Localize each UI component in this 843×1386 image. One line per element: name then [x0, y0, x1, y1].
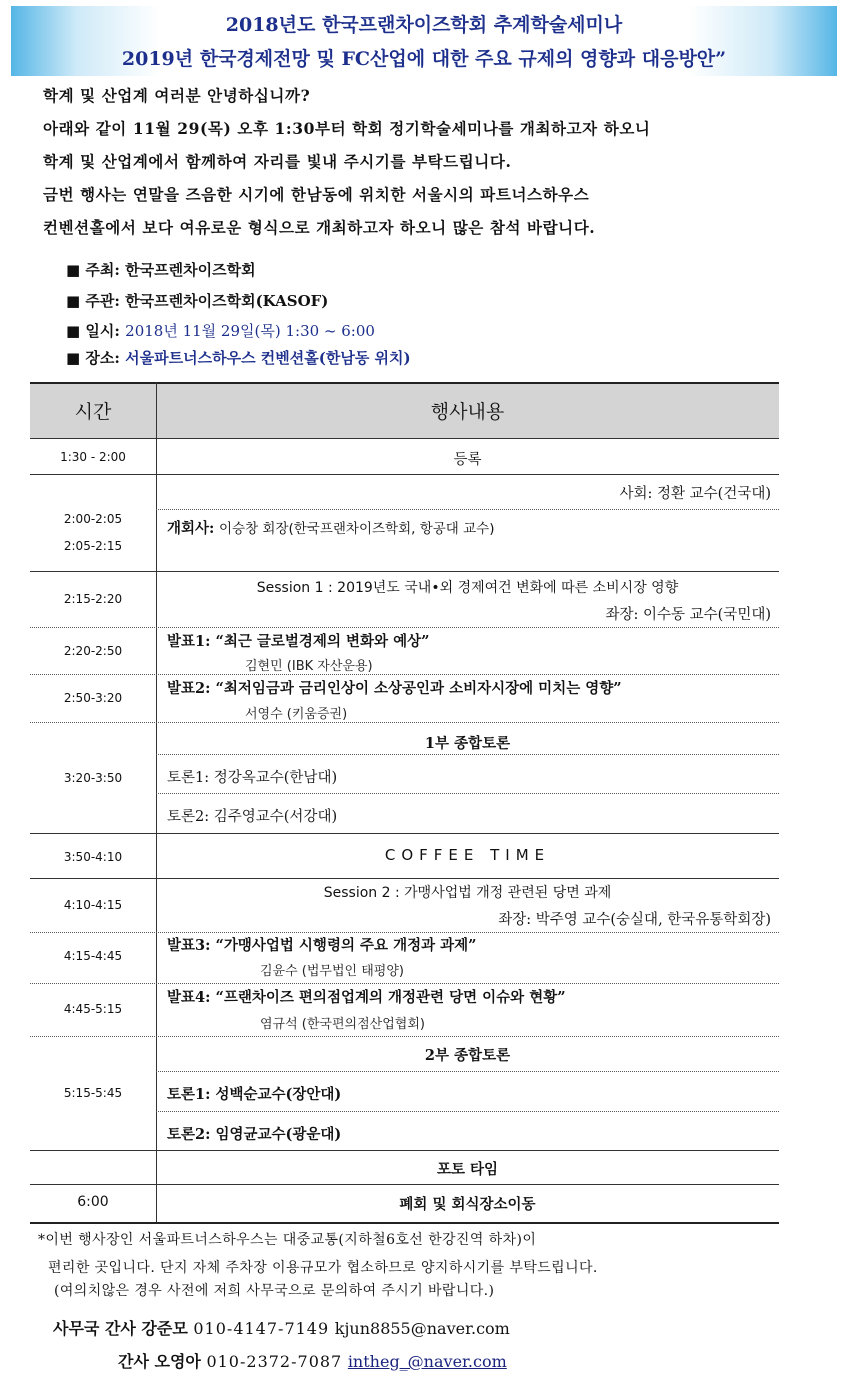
- time-cell: 4:10-4:15: [63, 898, 123, 912]
- divider: [156, 793, 779, 794]
- note-line: (여의치않은 경우 사전에 저희 사무국으로 문의하여 주시기 바랍니다.): [54, 1283, 495, 1299]
- session1-title: Session 1 : 2019년도 국내•외 경제여건 변화에 따른 소비시장 영향: [256, 580, 679, 596]
- time-cell: 1:30 - 2:00: [60, 450, 126, 464]
- info-date: [66, 320, 375, 341]
- discussion1-item: 토론1: 정강옥교수(한남대): [167, 770, 338, 786]
- column-divider: [156, 382, 157, 1222]
- photo-time: 포토 타임: [436, 1161, 499, 1178]
- info-venue: [66, 347, 411, 368]
- banner-title-line2: 2019년 한국경제전망 및 FC산업에 대한 주요 규제의 영향과 대응방안”: [121, 48, 727, 70]
- divider: [30, 932, 779, 933]
- contact-row: [118, 1349, 507, 1372]
- intro-line: 금번 행사는 연말을 즈음한 시기에 한남동에 위치한 서울시의 파트너스하우스: [43, 185, 590, 204]
- divider: [30, 674, 779, 675]
- time-cell: 2:50-3:20: [63, 691, 123, 705]
- contact-email-link[interactable]: intheg_@naver.com: [347, 1352, 507, 1371]
- time-cell: 5:15-5:45: [63, 1086, 123, 1100]
- opening-value: 이승창 회장(한국프랜차이즈학회, 항공대 교수): [218, 521, 495, 537]
- info-organizer-label: ■ 주관:: [66, 292, 120, 310]
- title-banner: [11, 6, 837, 76]
- divider: [30, 1184, 779, 1185]
- info-venue-label: ■ 장소:: [66, 349, 120, 367]
- intro-line: 학계 및 산업계에서 함께하여 자리를 빛내 주시기를 부탁드립니다.: [43, 152, 512, 171]
- opening-address: [167, 517, 494, 538]
- header-time: 시간: [74, 401, 112, 423]
- presentation1-title: 발표1: “최근 글로벌경제의 변화와 예상”: [167, 633, 430, 650]
- divider: [30, 833, 779, 834]
- contact-phone: 010-4147-7149: [193, 1319, 330, 1338]
- time-cell: 3:20-3:50: [63, 771, 123, 785]
- contact-phone: 010-2372-7087: [206, 1352, 343, 1371]
- discussion1-title: 1부 종합토론: [424, 735, 511, 752]
- note-line: 편리한 곳입니다. 단지 자체 주차장 이용규모가 협소하므로 양지하시기를 부탁드립니다.: [48, 1260, 598, 1276]
- contact-email: kjun8855@naver.com: [334, 1319, 510, 1338]
- divider: [30, 438, 779, 439]
- discussion2-item: 토론2: 임영균교수(광운대): [167, 1126, 342, 1143]
- divider: [156, 509, 779, 510]
- presentation3-presenter: 김윤수 (법무법인 태평양): [260, 964, 404, 979]
- session2-title: Session 2 : 가맹사업법 개정 관련된 당면 과제: [323, 885, 612, 901]
- divider: [30, 627, 779, 628]
- divider: [156, 1111, 779, 1112]
- divider: [30, 722, 779, 723]
- presentation4-title: 발표4: “프랜차이즈 편의점업계의 개정관련 당면 이슈와 현황”: [167, 989, 566, 1006]
- session2-chair: 좌장: 박주영 교수(숭실대, 한국유통학회장): [498, 912, 771, 928]
- contact-row: [53, 1316, 510, 1339]
- divider: [30, 1036, 779, 1037]
- info-organizer: [66, 290, 328, 311]
- registration-text: 등록: [453, 452, 482, 468]
- banner-title-line1: 2018년도 한국프랜차이즈학회 추계학술세미나: [225, 14, 623, 36]
- header-content: 행사내용: [430, 401, 505, 423]
- info-host-label: ■ 주최:: [66, 261, 120, 279]
- divider: [30, 382, 779, 384]
- time-cell: 2:05-2:15: [63, 539, 123, 553]
- discussion1-item: 토론2: 김주영교수(서강대): [167, 809, 338, 825]
- divider: [30, 474, 779, 475]
- time-cell: 3:50-4:10: [63, 850, 123, 864]
- time-cell: 2:20-2:50: [63, 644, 123, 658]
- note-line: *이번 행사장인 서울파트너스하우스는 대중교통(지하철6호선 한강진역 하차)이: [38, 1232, 537, 1248]
- info-host: [66, 259, 256, 280]
- divider: [30, 1222, 779, 1224]
- divider: [30, 571, 779, 572]
- coffee-time: COFFEE TIME: [384, 846, 551, 864]
- presentation2-title: 발표2: “최저임금과 금리인상이 소상공인과 소비자시장에 미치는 영향”: [167, 680, 622, 697]
- presentation3-title: 발표3: “가맹사업법 시행령의 주요 개정과 과제”: [167, 937, 477, 954]
- time-cell: 4:45-5:15: [63, 1002, 123, 1016]
- time-cell: 6:00: [77, 1194, 109, 1210]
- contact-role: 간사 오영아: [118, 1352, 201, 1371]
- divider: [156, 1071, 779, 1072]
- intro-line: 컨벤션홀에서 보다 여유로운 형식으로 개최하고자 하오니 많은 참석 바랍니다.: [43, 218, 596, 237]
- info-host-value: 한국프렌차이즈학회: [125, 261, 256, 279]
- info-date-value: 2018년 11월 29일(목) 1:30 ~ 6:00: [125, 322, 375, 340]
- presentation4-presenter: 염규석 (한국편의점산업협회): [260, 1017, 425, 1032]
- opening-label: 개회사:: [167, 520, 215, 537]
- divider: [30, 1150, 779, 1151]
- discussion2-item: 토론1: 성백순교수(장안대): [167, 1086, 342, 1103]
- closing-text: 폐회 및 회식장소이동: [399, 1196, 536, 1213]
- presentation1-presenter: 김현민 (IBK 자산운용): [245, 659, 373, 674]
- info-venue-value: 서울파트너스하우스 컨벤션홀(한남동 위치): [125, 349, 411, 367]
- divider: [30, 878, 779, 879]
- divider: [156, 754, 779, 755]
- time-cell: 2:00-2:05: [63, 512, 123, 526]
- time-cell: 2:15-2:20: [63, 592, 123, 606]
- discussion2-title: 2부 종합토론: [424, 1047, 511, 1064]
- session1-chair: 좌장: 이수동 교수(국민대): [605, 607, 771, 623]
- divider: [30, 983, 779, 984]
- presentation2-presenter: 서영수 (키움증권): [245, 707, 348, 722]
- info-organizer-value: 한국프렌차이즈학회(KASOF): [125, 292, 329, 310]
- intro-line: 아래와 같이 11월 29(목) 오후 1:30부터 학회 정기학술세미나를 개최하고자 하오니: [43, 119, 651, 138]
- contact-role: 사무국 간사 강준모: [53, 1319, 188, 1338]
- intro-line: 학계 및 산업계 여러분 안녕하십니까?: [43, 86, 311, 105]
- info-date-label: ■ 일시:: [66, 322, 120, 340]
- time-cell: 4:15-4:45: [63, 949, 123, 963]
- mc-text: 사회: 정환 교수(건국대): [619, 486, 771, 502]
